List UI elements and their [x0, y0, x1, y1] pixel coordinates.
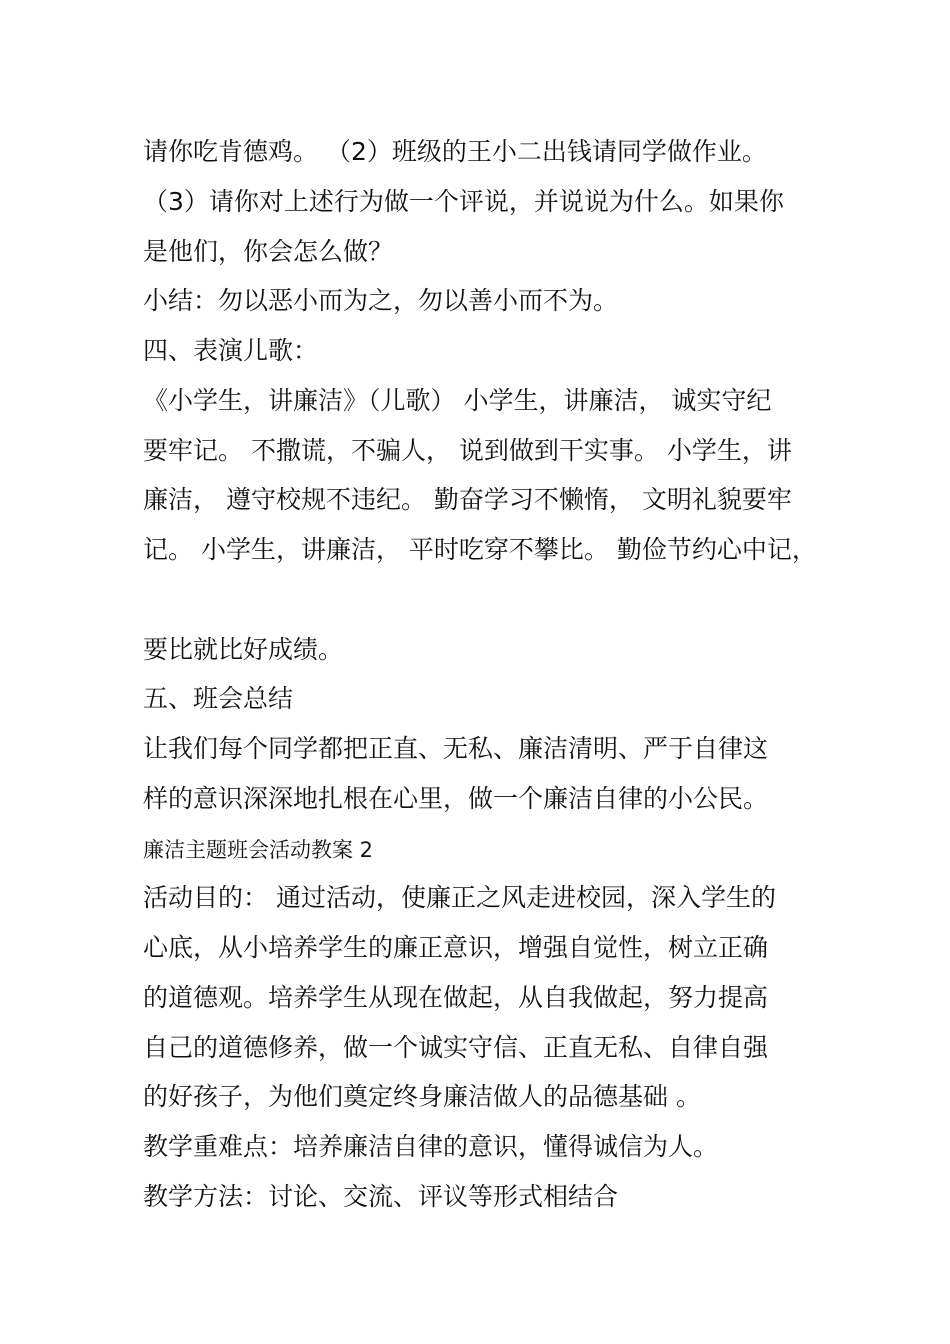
text-line: 心底，从小培养学生的廉正意识，增强自觉性，树立正确 [143, 933, 769, 962]
text-line: 教学方法：讨论、交流、评议等形式相结合 [143, 1182, 619, 1211]
text-line: 《小学生，讲廉洁》（儿歌） 小学生，讲廉洁， 诚实守纪 [143, 386, 772, 415]
text-line: 请你吃肯德鸡。 （2）班级的王小二出钱请同学做作业。 [143, 137, 767, 166]
section-heading: 五、班会总结 [143, 684, 294, 713]
text-line: （3）请你对上述行为做一个评说，并说说为什么。如果你 [143, 187, 784, 216]
text-line: 要比就比好成绩。 [143, 635, 344, 664]
text-line: 小结：勿以恶小而为之，勿以善小而不为。 [143, 286, 619, 315]
document-subtitle: 廉洁主题班会活动教案 2 [143, 838, 374, 862]
section-heading: 四、表演儿歌： [143, 336, 319, 365]
text-line: 的道德观。培养学生从现在做起，从自我做起，努力提高 [143, 983, 769, 1012]
text-line: 的好孩子，为他们奠定终身廉洁做人的品德基础 。 [143, 1082, 701, 1111]
text-line: 教学重难点：培养廉洁自律的意识，懂得诚信为人。 [143, 1132, 719, 1161]
text-line: 让我们每个同学都把正直、无私、廉洁清明、严于自律这 [143, 734, 769, 763]
text-line: 活动目的： 通过活动，使廉正之风走进校园，深入学生的 [143, 883, 776, 912]
text-line: 样的意识深深地扎根在心里，做一个廉洁自律的小公民。 [143, 784, 769, 813]
text-line: 记。 小学生，讲廉洁， 平时吃穿不攀比。 勤俭节约心中记， [143, 535, 817, 564]
text-line: 是他们，你会怎么做？ [143, 237, 394, 266]
text-line: 自己的道德修养，做一个诚实守信、正直无私、自律自强 [143, 1033, 769, 1062]
text-line: 廉洁， 遵守校规不违纪。 勤奋学习不懒惰， 文明礼貌要牢 [143, 485, 792, 514]
text-line: 要牢记。 不撒谎，不骗人， 说到做到干实事。 小学生，讲 [143, 436, 792, 465]
